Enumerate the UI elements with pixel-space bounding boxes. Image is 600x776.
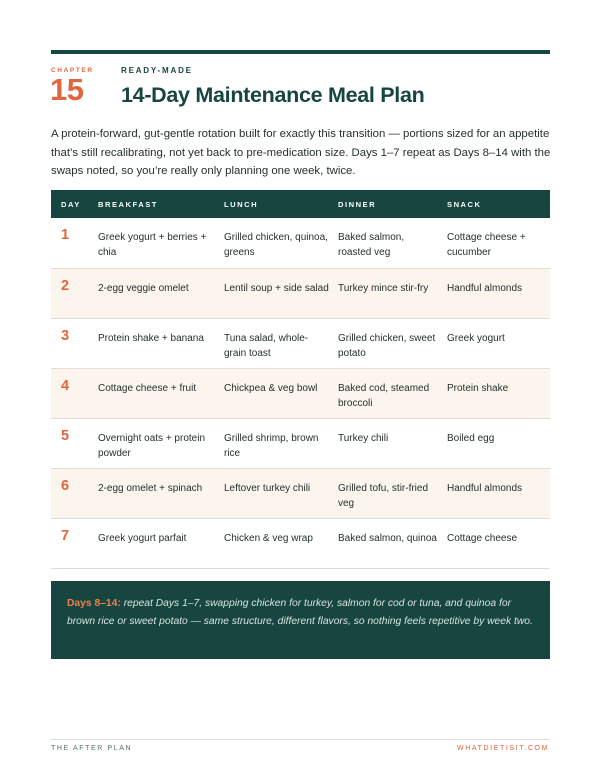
table-row	[51, 318, 550, 368]
snack-cell: Boiled egg	[447, 432, 495, 444]
breakfast-cell: 2-egg veggie omelet	[98, 282, 189, 294]
dinner-cell: Grilled chicken, sweet potato	[338, 332, 436, 359]
snack-cell: Cottage cheese	[447, 532, 518, 544]
day-number: 2	[61, 277, 70, 294]
table-row	[51, 368, 550, 418]
lunch-cell: Grilled chicken, quinoa, greens	[224, 232, 328, 258]
breakfast-cell: Greek yogurt + berries + chia	[98, 232, 207, 258]
dinner-cell: Baked cod, steamed broccoli	[338, 382, 430, 409]
snack-cell: Handful almonds	[447, 282, 523, 294]
table-row	[51, 418, 550, 468]
breakfast-cell: Greek yogurt parfait	[98, 532, 187, 544]
day-number: 4	[61, 377, 70, 394]
swap-callout-box	[51, 581, 550, 659]
snack-cell: Cottage cheese + cucumber	[447, 232, 526, 258]
table-header-row	[51, 190, 550, 218]
dinner-cell: Baked salmon, roasted veg	[338, 232, 405, 258]
dinner-cell: Turkey mince stir-fry	[338, 282, 429, 294]
lunch-cell: Chicken & veg wrap	[224, 532, 313, 544]
snack-cell: Protein shake	[447, 382, 509, 394]
breakfast-cell: Cottage cheese + fruit	[98, 382, 197, 394]
lunch-cell: Grilled shrimp, brown rice	[224, 432, 319, 459]
lunch-cell: Lentil soup + side salad	[224, 282, 329, 294]
chapter-number: 15	[50, 72, 84, 107]
column-header-dinner: DINNER	[338, 199, 377, 209]
chapter-label: CHAPTER	[51, 67, 94, 74]
table-row	[51, 468, 550, 518]
breakfast-cell: Protein shake + banana	[98, 332, 204, 344]
day-number: 3	[61, 327, 70, 344]
callout-label: Days 8–14:	[67, 598, 121, 609]
dinner-cell: Grilled tofu, stir-fried veg	[338, 482, 429, 509]
snack-cell: Handful almonds	[447, 482, 523, 494]
section-eyebrow: READY-MADE	[121, 66, 193, 75]
intro-paragraph: A protein-forward, gut-gentle rotation built for exactly this transition — portions sized for an appetite that’s still recalibrating, not yet back to pre-medication size. Days 1–7 repeat as Days 8–14 with the swaps noted, so you’re really only planning one week, twice.	[51, 128, 551, 177]
column-header-snack: SNACK	[447, 199, 482, 209]
dinner-cell: Baked salmon, quinoa	[338, 532, 437, 544]
callout-body: repeat Days 1–7, swapping chicken for turkey, salmon for cod or tuna, and quinoa for brown rice or sweet potato — same structure, different flavors, so nothing feels repetitive by week two.	[67, 598, 533, 627]
table-row	[51, 268, 550, 318]
meal-plan-table	[51, 190, 550, 569]
day-number: 7	[61, 527, 70, 544]
table-row	[51, 218, 550, 268]
column-header-breakfast: BREAKFAST	[98, 199, 158, 209]
dinner-cell: Turkey chili	[338, 432, 389, 444]
breakfast-cell: 2-egg omelet + spinach	[98, 482, 203, 494]
day-number: 5	[61, 427, 70, 444]
day-number: 1	[61, 227, 70, 243]
footer-book-title: THE AFTER PLAN	[51, 745, 133, 752]
top-rule	[51, 50, 550, 54]
lunch-cell: Leftover turkey chili	[224, 482, 311, 494]
day-number: 6	[61, 477, 70, 494]
column-header-day: DAY	[61, 199, 81, 209]
column-header-lunch: LUNCH	[224, 199, 259, 209]
lunch-cell: Chickpea & veg bowl	[224, 382, 318, 394]
breakfast-cell: Overnight oats + protein powder	[98, 432, 206, 459]
footer-website: WHATDIETISIT.COM	[457, 745, 549, 752]
snack-cell: Greek yogurt	[447, 332, 505, 344]
footer-rule	[51, 739, 550, 740]
page-title: 14-Day Maintenance Meal Plan	[121, 83, 425, 107]
table-row	[51, 518, 550, 568]
callout-text	[67, 595, 534, 630]
lunch-cell: Tuna salad, whole-grain toast	[224, 332, 309, 359]
